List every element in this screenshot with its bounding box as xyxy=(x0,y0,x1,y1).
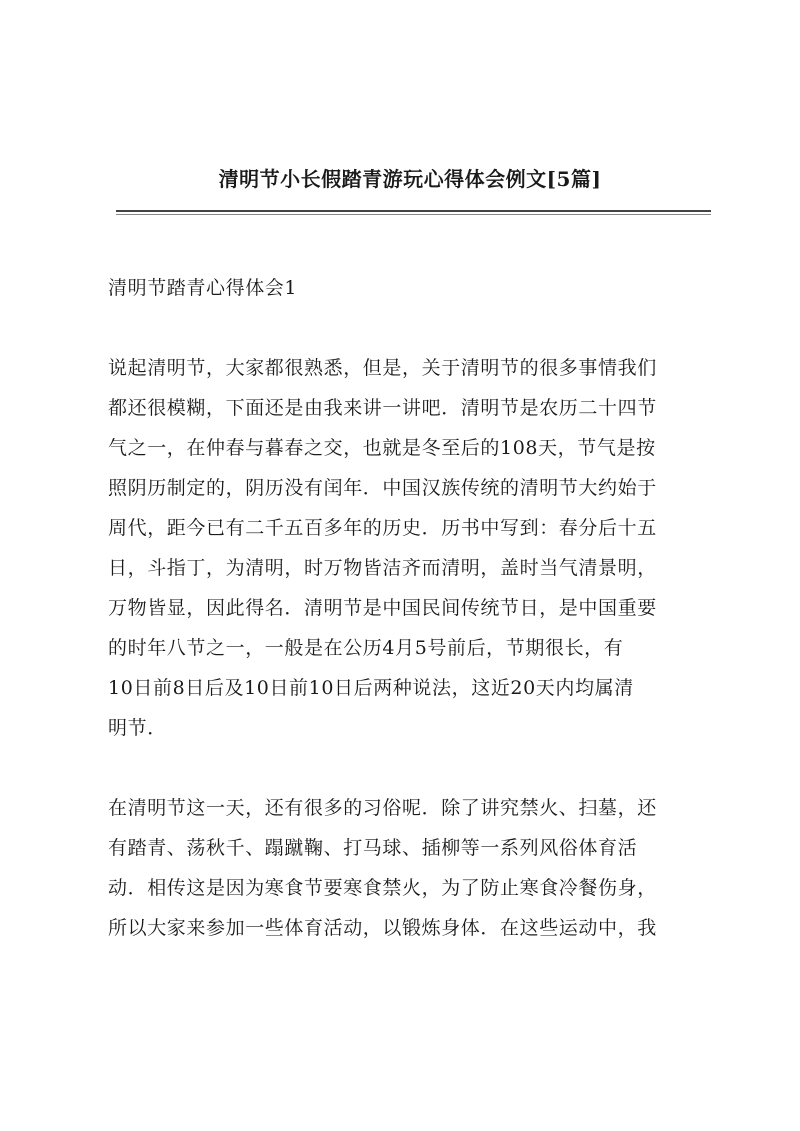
text-line: 10日前8日后及10日前10日后两种说法，这近20天内均属清 xyxy=(108,677,634,699)
paragraph-2 xyxy=(108,788,714,948)
text-line: 动．相传这是因为寒食节要寒食禁火，为了防止寒食冷餐伤身， xyxy=(108,877,657,899)
text-line: 有踏青、荡秋千、蹋蹴鞠、打马球、插柳等一系列风俗体育活 xyxy=(108,837,638,859)
title-underline-thick xyxy=(116,210,711,212)
text-line: 气之一，在仲春与暮春之交，也就是冬至后的108天，节气是按 xyxy=(108,437,656,459)
paragraph-1 xyxy=(108,348,714,748)
text-line: 周代，距今已有二千五百多年的历史．历书中写到：春分后十五 xyxy=(108,517,657,539)
text-line: 说起清明节，大家都很熟悉，但是，关于清明节的很多事情我们 xyxy=(108,357,657,379)
document-body xyxy=(108,268,714,988)
title-underline-thin xyxy=(116,214,711,215)
text-line: 的时年八节之一，一般是在公历4月5号前后，节期很长，有 xyxy=(108,637,624,659)
section-heading: 清明节踏青心得体会1 xyxy=(108,277,298,299)
text-line: 在清明节这一天，还有很多的习俗呢．除了讲究禁火、扫墓，还 xyxy=(108,797,657,819)
document-title: 清明节小长假踏青游玩心得体会例文[5篇] xyxy=(218,167,602,191)
text-line: 都还很模糊，下面还是由我来讲一讲吧．清明节是农历二十四节 xyxy=(108,397,657,419)
text-line: 所以大家来参加一些体育活动，以锻炼身体．在这些运动中，我 xyxy=(108,917,657,939)
text-line: 明节． xyxy=(108,717,167,739)
text-line: 照阴历制定的，阴历没有闰年．中国汉族传统的清明节大约始于 xyxy=(108,477,657,499)
text-line: 日，斗指丁，为清明，时万物皆洁齐而清明，盖时当气清景明， xyxy=(108,557,657,579)
text-line: 万物皆显，因此得名．清明节是中国民间传统节日，是中国重要 xyxy=(108,597,657,619)
